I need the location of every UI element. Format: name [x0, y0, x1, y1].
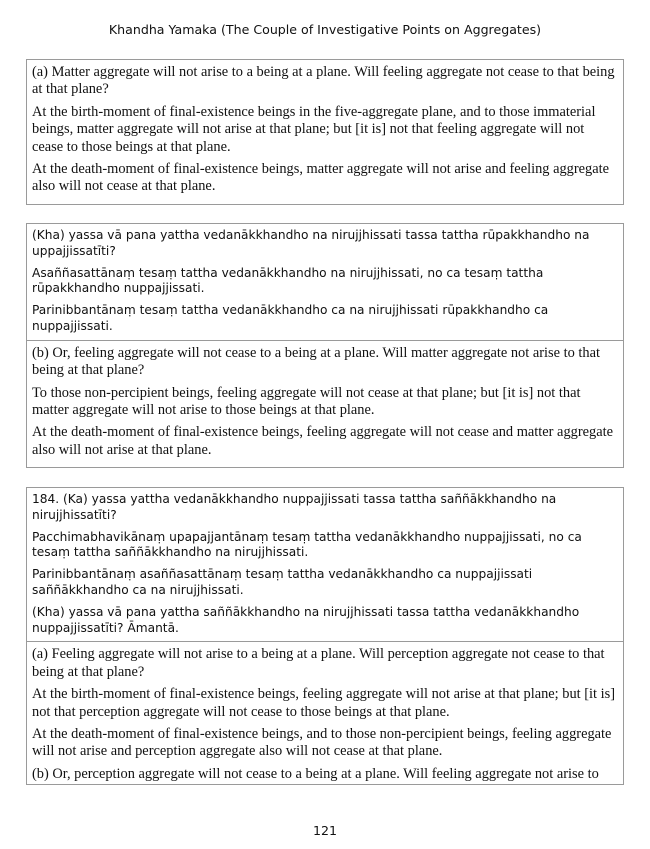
english-paragraph: At the birth-moment of final-existence beings, feeling aggregate will not arise at that plane; but [it is] not that perception aggregate will not cease to those beings at that plane. [32, 686, 616, 720]
pali-paragraph: Parinibbantānaṃ asaññasattānaṃ tesaṃ tattha vedanākkhandho ca nuppajjissati saññākkhandho ca na nirujjhissati. [32, 567, 533, 597]
english-paragraph: (b) Or, perception aggregate will not cease to a being at a plane. Will feeling aggregate not arise to [32, 765, 599, 782]
english-paragraph: (a) Matter aggregate will not arise to a being at a plane. Will feeling aggregate not cease to that being at that plane? [32, 64, 615, 98]
text-block-2 [26, 223, 624, 468]
english-paragraph: At the birth-moment of final-existence beings in the five-aggregate plane, and to those immaterial beings, matter aggregate will not arise at that plane; but [it is] not that feeling aggregate will not cease to those beings at that plane. [32, 103, 596, 155]
pali-cell [27, 488, 623, 641]
english-paragraph: At the death-moment of final-existence beings, matter aggregate will not arise and feeling aggregate also will not cease at that plane. [32, 161, 609, 195]
pali-cell [27, 224, 623, 340]
text-block-1 [26, 59, 624, 205]
pali-paragraph: Asaññasattānaṃ tesaṃ tattha vedanākkhandho na nirujjhissati, no ca tesaṃ tattha rūpakkhandho nuppajjissati. [32, 265, 544, 296]
pali-paragraph: 184. (Ka) yassa yattha vedanākkhandho nuppajjissati tassa tattha saññākkhandho na nirujjhissatīti? [32, 492, 557, 522]
english-cell [27, 60, 623, 201]
english-paragraph: At the death-moment of final-existence beings, feeling aggregate will not cease and matter aggregate also will not arise at that plane. [32, 424, 613, 458]
english-paragraph: (a) Feeling aggregate will not arise to a being at a plane. Will perception aggregate not cease to that being at that plane? [32, 646, 605, 680]
english-paragraph: At the death-moment of final-existence beings, and to those non-percipient beings, feeling aggregate will not arise and perception aggregate also will not cease at that plane. [32, 726, 612, 760]
english-cell [27, 340, 623, 464]
english-cell [27, 641, 623, 788]
pali-paragraph: (Kha) yassa vā pana yattha saññākkhandho na nirujjhissati tassa tattha vedanākkhandho nuppajjissatīti? Āmantā. [32, 604, 580, 635]
pali-paragraph: Parinibbantānaṃ tesaṃ tattha vedanākkhandho ca na nirujjhissati rūpakkhandho ca nuppajjissati. [32, 303, 549, 333]
pali-paragraph: Pacchimabhavikānaṃ upapajjantānaṃ tesaṃ tattha vedanākkhandho nuppajjissati, no ca tesaṃ tattha saññākkhandho na nirujjhissati. [32, 529, 582, 560]
english-paragraph: To those non-percipient beings, feeling aggregate will not cease at that plane; but [it is] not that matter aggregate will not arise to those beings at that plane. [32, 384, 581, 418]
english-paragraph: (b) Or, feeling aggregate will not cease to a being at a plane. Will matter aggregate not arise to that being at that plane? [32, 344, 600, 379]
text-block-3 [26, 487, 624, 785]
page-number: 121 [312, 823, 338, 838]
pali-paragraph: (Kha) yassa vā pana yattha vedanākkhandho na nirujjhissati tassa tattha rūpakkhandho na uppajjissatīti? [32, 228, 590, 258]
page-header: Khandha Yamaka (The Couple of Investigative Points on Aggregates) [108, 22, 542, 37]
